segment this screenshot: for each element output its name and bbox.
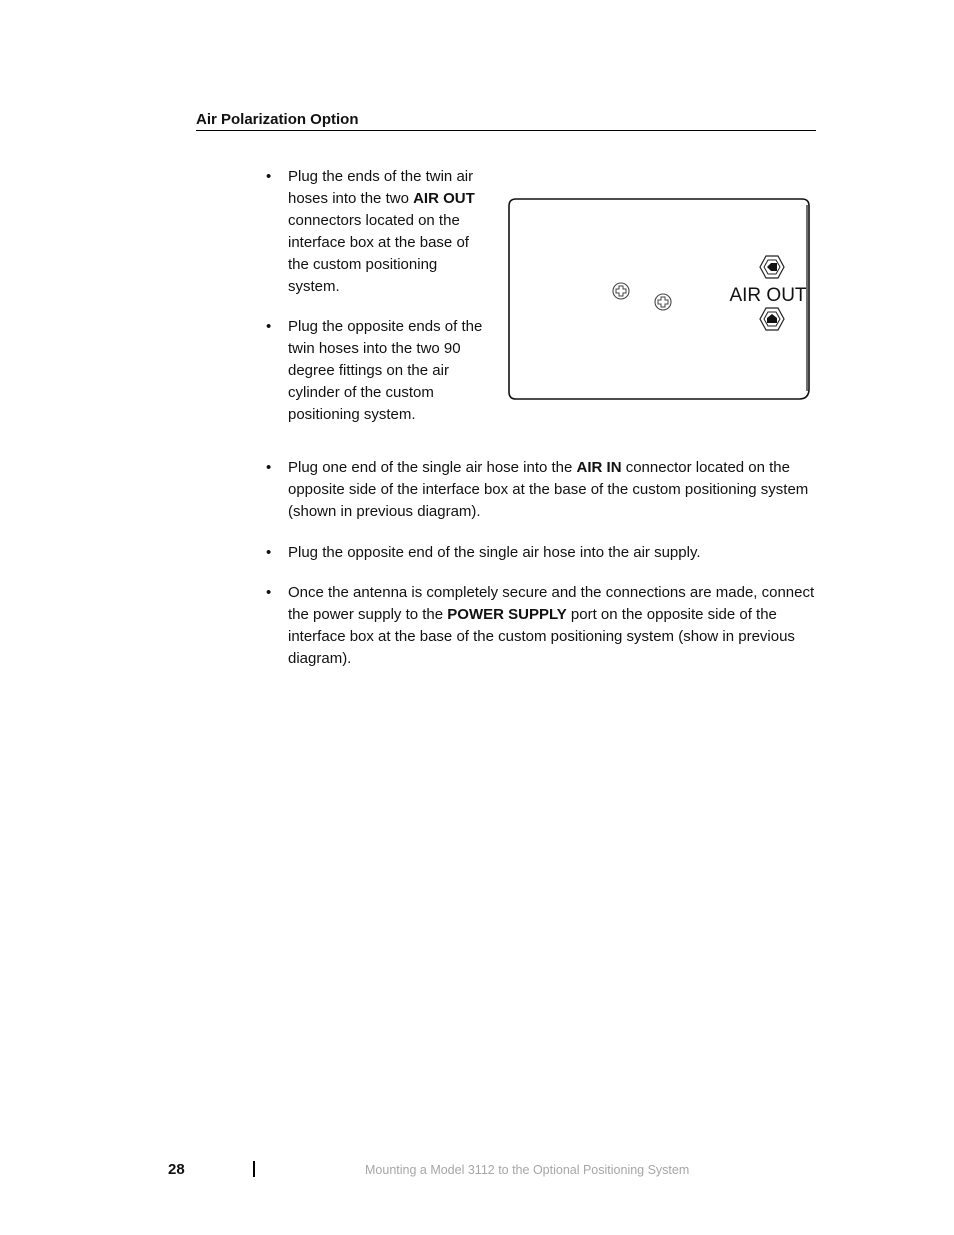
- bullet-opposite-ends: [288, 316, 484, 426]
- footer-divider: [253, 1161, 255, 1177]
- bullet-air-in: [288, 457, 816, 523]
- bullet-text: port on the opposite side of the interface box at the base of the custom positioning system (show in previous diagram).: [288, 606, 795, 667]
- bullet-text: connector located on the opposite side of the interface box at the base of the custom positioning system (shown in previous diagram).: [288, 459, 809, 520]
- bullet-bold-text: AIR OUT: [413, 190, 475, 207]
- air-out-label: AIR OUT: [729, 285, 807, 306]
- screw-icon: [613, 283, 629, 299]
- interface-box-drawing: [506, 197, 812, 402]
- bullet-air-supply: [288, 542, 816, 564]
- air-connector-icon: [760, 308, 784, 330]
- air-connector-icon: [760, 256, 784, 278]
- bullet-bold-text: POWER SUPPLY: [447, 606, 567, 623]
- section-title: Air Polarization Option: [196, 111, 816, 131]
- bullet-text: Plug the opposite ends of the twin hoses into the two 90 degree fittings on the air cylinder of the custom positioning system.: [288, 318, 483, 423]
- bullet-text: Plug the ends of the twin air hoses into the two: [288, 168, 474, 207]
- bullet-power-supply: [288, 582, 816, 670]
- page-number: 28: [168, 1161, 185, 1178]
- bullet-text: connectors located on the interface box at the base of the custom positioning system.: [288, 212, 469, 295]
- screw-icon: [655, 294, 671, 310]
- footer-title: Mounting a Model 3112 to the Optional Positioning System: [365, 1163, 690, 1177]
- air-out-diagram: [506, 197, 812, 402]
- bullet-text: Plug one end of the single air hose into the: [288, 459, 577, 476]
- bullet-air-out: [288, 166, 488, 298]
- bullet-text: Once the antenna is completely secure and the connections are made, connect the power supply to the: [288, 584, 815, 623]
- bullet-bold-text: AIR IN: [576, 459, 622, 476]
- bullet-text: Plug the opposite end of the single air hose into the air supply.: [288, 544, 701, 561]
